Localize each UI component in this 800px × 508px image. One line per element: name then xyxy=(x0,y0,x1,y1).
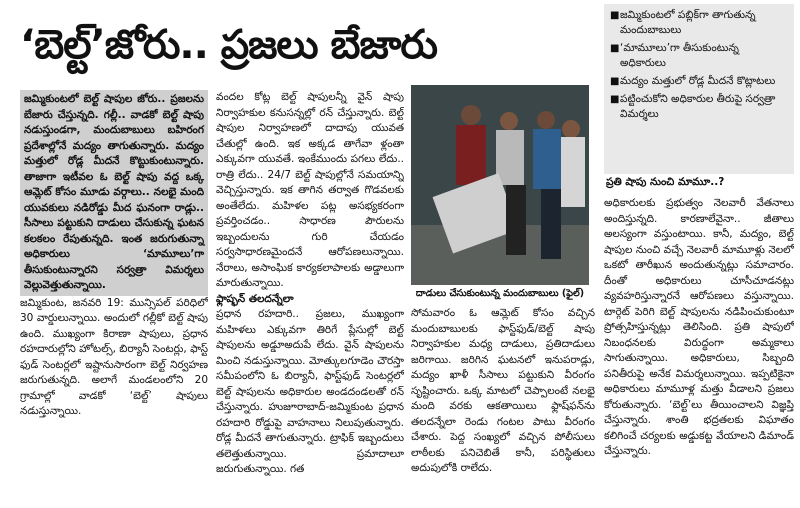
column-1 xyxy=(20,90,208,500)
highlight-item xyxy=(610,74,788,89)
column-2 xyxy=(216,90,404,500)
body-paragraph: వందల కోట్ల బెల్ట్ షాపులన్నీ వైన్ షాపు నిర్వాహకుల కనుసన్నల్లో రన్ చేస్తున్నారు. బెల్ట్ షాపుల నిర్వాహణలో దాదాపు యువత చేతుల్లో ఉంది. ఇక అక్కడ తాగేవా ళ్లంతా ఎక్కువగా యువతే. ఇంకేముందు పగలు లేదు.. రాత్రి లేదు.. 24/7 బెల్ట్ షాపుల్లోనే సమయాన్ని వెచ్చిస్తున్నారు. ఇక తాగిన తర్వాత గొడవలకు అంతేలేదు. మహిళల పట్ల అసభ్యకరంగా ప్రవర్తించడం.. సాధారణ పౌరులను ఇబ్బందులను గురి చేయడం సర్వసాధారణమైందనే ఆరోపణలున్నాయి. నేరాలు, అసాంఘిక కార్యకలాపాలకు అడ్డాలుగా మారుతున్నాయి. xyxy=(216,91,404,289)
subheading: ప్రతి షాపు నుంచి మామూ..? xyxy=(606,176,725,188)
column-4 xyxy=(604,196,794,502)
headline: ‘బెల్ట్’జోరు.. ప్రజలు బేజారు xyxy=(20,22,437,68)
highlight-text: పట్టించుకోని అధికారుల తీరుపై సర్వత్రా విమర్శలు xyxy=(620,93,776,120)
section-heading: ఫ్లాష్ఫన్ తలదన్నేలా xyxy=(216,292,294,305)
highlight-text: మద్యం మత్తులో రోడ్ల మీదనే కొట్లాటలు xyxy=(620,75,776,87)
body-paragraph: ప్రధాన రహదారి.. ప్రజలు, ముఖ్యంగా మహిళలు ఎక్కువగా తిరిగే ప్లేసుల్లో బెల్ట్ షాపులను అడ్డూఅదుపే లేదు. వైన్ షాపులను మించి నడుస్తున్నాయి. మోత్కులగూడెం చౌరస్తా సమీపంలోని ఓ బిర్యానీ, ఫాస్ట్‌ఫుడ్ సెంటర్లలో బెల్ట్ షాపులను అధికారుల అండదండలతో రన్ చేస్తున్నారు. హుజూరాబాద్-జమ్మికుంట ప్రధాన రహదారి రోడ్డుపై వాహనాలు నిలుపుతున్నారు. రోడ్ల మీదనే తాగుతున్నారు. ట్రాఫిక్ ఇబ్బందులు తలెత్తుతున్నాయి. ప్రమాదాలూ జరుగుతున్నాయి. గత xyxy=(216,308,404,475)
lead-paragraph: జమ్మికుంటలో బెల్ట్ షాపుల జోరు.. ప్రజలను బేజారు చేస్తున్నది. గల్లీ.. వాడకో బెల్ట్ షాపు నడుస్తుండగా, మందుబాబులు బహిరంగ ప్రదేశాల్లోనే మద్యం తాగుతున్నారు. మద్యం మత్తులో రోడ్ల మీదనే కొట్టుకుంటున్నారు. తాజాగా ఇటీవల ఓ బెల్ట్ షాపు వద్ద ఒక్క ఆమ్లెట్ కోసం మూడు వర్గాలు.. నలభై మంది యువకులు నడిరోడ్డు మీద ఘనంగా రాడ్లు.. సీసాలు పట్టుకుని దాడులు చేసుకున్న ఘటన కలకలం రేపుతున్నది. ఇంత జరుగుతున్నా అధికారులు ‘మామూలు’గా తీసుకుంటున్నారని సర్వత్రా విమర్శలు వెల్లువెత్తుతున్నాయి. xyxy=(20,90,208,296)
bullet-icon: ■ xyxy=(610,43,620,54)
highlight-item xyxy=(610,8,788,38)
body-paragraph: అధికారులకు ప్రభుత్వం నెలవారీ వేతనాలు అందిస్తున్నది. కారణాలేవైనా.. జీతాలు అలస్యంగా వస్తుంటాయి. కానీ, మద్యం, బెల్ట్ షాపుల నుంచి వచ్చే నెలవారీ మామూళ్లు నెలలో ఒకటో తారీఖున అందుతున్నట్లు సమాచారం. దీంతో అధికారులు చూసీచూడనట్లు వ్యవహరిస్తున్నారనే ఆరోపణలు వస్తున్నాయి. టార్గెట్ పెరిగి బెల్ట్ షాపులను నడిపించుకుంటూ ప్రోత్సహిస్తున్నట్లు తెలిసింది. ప్రతి షాపులో నిబంధనలకు విరుద్ధంగా అమ్మకాలు సాగుతున్నాయి. అధికారులు, సిబ్బంది పనితీరుపై అనేక విమర్శలున్నాయి. ఇప్పటికైనా అధికారులు మామూళ్ల మత్తు వీడాలని ప్రజలు కోరుతున్నారు. ‘బెల్ట్’లు తీయించాలని విజ్ఞప్తి చేస్తున్నారు. శాంతి భద్రతలకు విఘాతం కలిగించే చర్యలకు అడ్డుకట్ట వేయాలని డిమాండ్ చేస్తున్నారు. xyxy=(604,197,794,457)
bullet-icon: ■ xyxy=(610,10,620,21)
column-3 xyxy=(411,306,595,502)
bullet-icon: ■ xyxy=(610,76,620,87)
highlight-text: ‘మామూలు’గా తీసుకుంటున్న అధికారులు xyxy=(620,42,739,69)
highlight-item xyxy=(610,41,788,71)
photo-caption: దాడులు చేసుకుంటున్న మందుబాబులు (ఫైల్) xyxy=(415,288,585,299)
highlights-box xyxy=(604,4,794,174)
highlight-item xyxy=(610,92,788,122)
news-photo xyxy=(411,85,589,285)
highlight-text: జమ్మికుంటలో పబ్లిక్‌గా తాగుతున్న మందుబాబులు xyxy=(620,9,756,36)
body-paragraph: జమ్మికుంట, జనవరి 19: మున్సిపల్ పరిధిలో 30 వార్డులున్నాయి. అందులో గల్లీకో బెల్ట్ షాపు ఉంది. ముఖ్యంగా కిరాణా షాపులు, ప్రధాన రహదారుల్లోని హోటల్స్, బిర్యానీ సెంటర్లు, ఫాస్ట్ ఫుడ్ సెంటర్లలో ఇష్టానుసారంగా బెల్ట్ నిర్వహణ జరుగుతున్నది. అలాగే మండలంలోని 20 గ్రామాల్లో వాడకో ‘బెల్ట్’ షాపులు నడుస్తున్నాయి. xyxy=(20,296,208,417)
body-paragraph: సోమవారం ఓ ఆమ్లెట్ కోసం వచ్చిన మందుబాబులకు ఫాస్ట్‌ఫుడ్/బెల్ట్ షాపు నిర్వాహకుల మధ్య దాడులు, ప్రతిదాడులు జరిగాయి. జరిగిన ఘటనలో ఇనుపరాడ్లు, మద్యం ఖాళీ సీసాలు పట్టుకుని వీరంగం సృష్టించారు. ఒక్క మాటలో చెప్పాలంటే నలభై మంది వరకు ఆకతాయిలు ఫ్లాష్‌ఫన్‌ను తలదన్నేలా రెండు గంటల పాటు వీరంగం చేశారు. పెద్ద సంఖ్యలో వచ్చిన పోలీసులు లాఠీలకు పనిచెబితే కానీ, పరిస్థితులు అదుపులోకి రాలేదు. xyxy=(411,307,595,474)
bullet-icon: ■ xyxy=(610,94,620,105)
